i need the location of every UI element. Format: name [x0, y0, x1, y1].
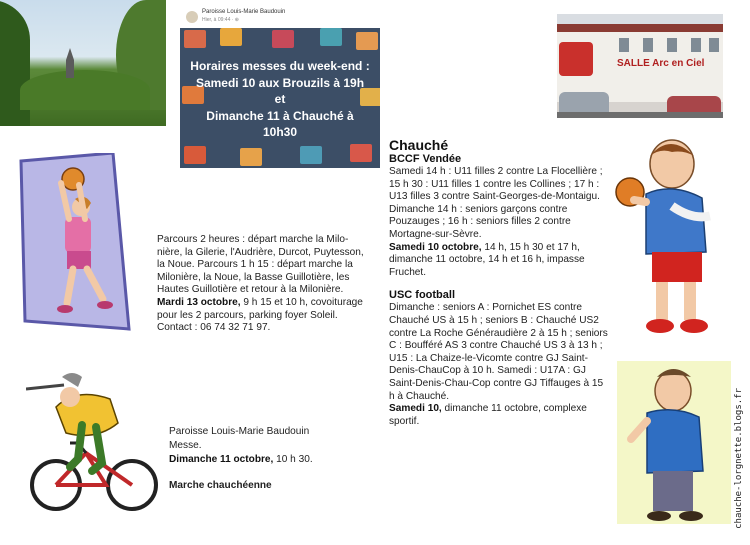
marche-title: Marche chauchéenne: [169, 480, 272, 491]
paroisse-date: [169, 453, 369, 467]
post-line: et: [274, 92, 286, 106]
salle-sign: SALLE Arc en Ciel: [617, 58, 705, 69]
paroisse-title: Paroisse Louis-Marie Baudouin: [169, 426, 310, 437]
usc-date-bold: Samedi 10,: [389, 403, 442, 415]
post-time: Hier, à 09:44 · ⊕: [202, 17, 239, 23]
basketball-girl-clipart: [17, 153, 134, 333]
usc-heading: USC football: [389, 289, 455, 302]
facebook-post: [180, 6, 380, 166]
page-name: Paroisse Louis-Marie Baudouin: [202, 9, 286, 15]
bccf-heading: BCCF Vendée: [389, 153, 462, 165]
bccf-text: Samedi 14 h : U11 filles 2 contre La Flocellière ; 15 h 30 : U11 filles 1 contre les Collines ; 17 h : U13 filles 3 contre Saint-Georges-de-Montaigu. Dimanche 14 h : seniors garçons contre Pouzauges ; 16 h : seniors filles 2 contre Mortagne-sur-Sèvre.: [389, 166, 603, 240]
bccf-date-rest: 14 h, 15 h 30 et 17 h, dimanche 11 octobre, 14 h et 16 h, impasse Fruchet.: [389, 241, 585, 278]
man-clipart: [617, 361, 731, 524]
usc-text: Dimanche : seniors A : Pornichet ES contre Chauché US à 15 h ; seniors B : Chauché US2 contre La Roche Généraudière 2 à 15 h ; seniors C : Boufféré AS 3 contre Chauché US 3 à 13 h ; U15 : La Chaize-le-Vicomte contre GJ Saint-Denis-ChauCop à 10 h. Samedi : U17A : GJ Saint-Denis-Chau-Cop contre GJ Tiffauges à 15 h à Chauché.: [389, 302, 608, 402]
post-line: 10h30: [262, 125, 298, 139]
parcours-text: Parcours 2 heures : départ marche la Milonière, la Gilerie, l'Audrière, Durcot, Puytesson, la Noue. Parcours 1 h 15 : départ marche la Milonière, la Noue, la Basse Guillotière, les Hautes Guillotière et retour à la Milonière.: [157, 234, 364, 296]
parcours-date-rest: 9 h 15 et 10 h, covoiturage pour les 2 parcours, parking foyer Soleil. Contact : 06 74 32 71 97.: [157, 296, 363, 334]
watermark-text: chauche-lorgnette.blogs.fr: [734, 388, 744, 529]
article-paroisse: [169, 425, 369, 493]
church-spire: [66, 48, 74, 78]
cyclist-clipart: [26, 367, 159, 515]
post-line: Samedi 10 aux Brouzils à 19h: [195, 75, 365, 90]
paroisse-date-bold: Dimanche 11 octobre,: [169, 454, 274, 465]
post-image: [180, 28, 380, 168]
paroisse-date-rest: 10 h 30.: [273, 454, 313, 465]
article-chauche: [389, 137, 611, 428]
parcours-date: [157, 297, 365, 335]
salle-arc-en-ciel-photo: [557, 14, 723, 118]
landscape-photo: [0, 0, 166, 126]
usc-date-rest: dimanche 11 octobre, complexe sportif.: [389, 403, 587, 427]
post-text: [180, 58, 380, 141]
usc-date: [389, 403, 611, 428]
post-line: Horaires messes du week-end :: [190, 59, 370, 73]
paroisse-messe: Messe.: [169, 440, 202, 451]
bccf-date: [389, 242, 611, 280]
article-parcours: [157, 234, 365, 335]
blog-watermark: [734, 388, 748, 542]
salle-logo: [559, 42, 593, 76]
post-header: [180, 6, 380, 28]
page-avatar: [186, 11, 198, 23]
bccf-date-bold: Samedi 10 octobre,: [389, 241, 482, 253]
chauche-title: Chauché: [389, 137, 449, 153]
parcours-date-bold: Mardi 13 octobre,: [157, 296, 241, 308]
post-line: Dimanche 11 à Chauché à: [206, 108, 354, 123]
boy-with-ball-clipart: [612, 136, 734, 346]
